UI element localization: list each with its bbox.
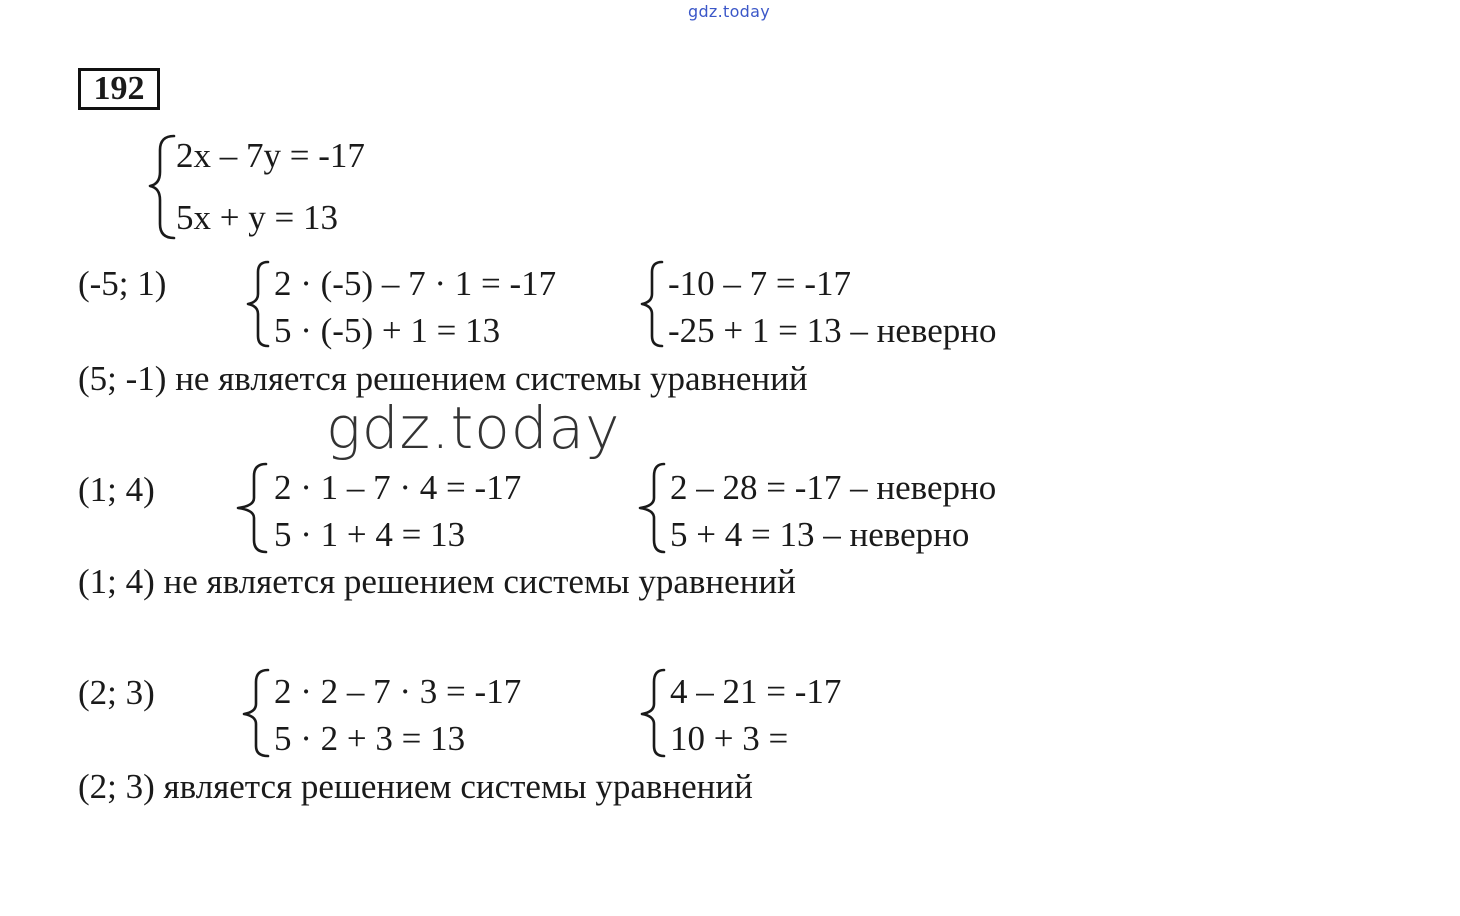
substitution-brace — [240, 666, 274, 760]
substitution-line-2: 5 · 1 + 4 = 13 — [274, 515, 466, 554]
result-line-2: -25 + 1 = 13 – неверно — [668, 311, 997, 350]
problem-number: 192 — [78, 68, 160, 110]
check-point: (-5; 1) — [78, 264, 167, 303]
result-brace — [638, 666, 670, 760]
substitution-brace — [244, 258, 274, 350]
substitution-line-1: 2 · (-5) – 7 · 1 = -17 — [274, 264, 557, 303]
substitution-line-1: 2 · 2 – 7 · 3 = -17 — [274, 672, 522, 711]
watermark-top: gdz.today — [688, 2, 770, 21]
system-brace — [148, 132, 178, 242]
result-brace — [638, 258, 668, 350]
result-line-1: 4 – 21 = -17 — [670, 672, 842, 711]
check-point: (1; 4) — [78, 470, 155, 509]
substitution-line-2: 5 · (-5) + 1 = 13 — [274, 311, 501, 350]
conclusion: (2; 3) является решением системы уравнений — [78, 767, 753, 806]
conclusion: (5; -1) не является решением системы уравнений — [78, 359, 808, 398]
result-line-2: 10 + 3 = — [670, 719, 789, 758]
conclusion: (1; 4) не является решением системы уравнений — [78, 562, 796, 601]
substitution-line-2: 5 · 2 + 3 = 13 — [274, 719, 466, 758]
result-brace — [636, 460, 670, 556]
substitution-brace — [232, 460, 272, 556]
result-line-1: -10 – 7 = -17 — [668, 264, 852, 303]
watermark-center: gdz.today — [326, 394, 621, 462]
system-equation-1: 2x – 7y = -17 — [176, 136, 365, 175]
result-line-1: 2 – 28 = -17 – неверно — [670, 468, 997, 507]
check-point: (2; 3) — [78, 673, 155, 712]
substitution-line-1: 2 · 1 – 7 · 4 = -17 — [274, 468, 522, 507]
result-line-2: 5 + 4 = 13 – неверно — [670, 515, 970, 554]
system-equation-2: 5x + y = 13 — [176, 198, 338, 237]
